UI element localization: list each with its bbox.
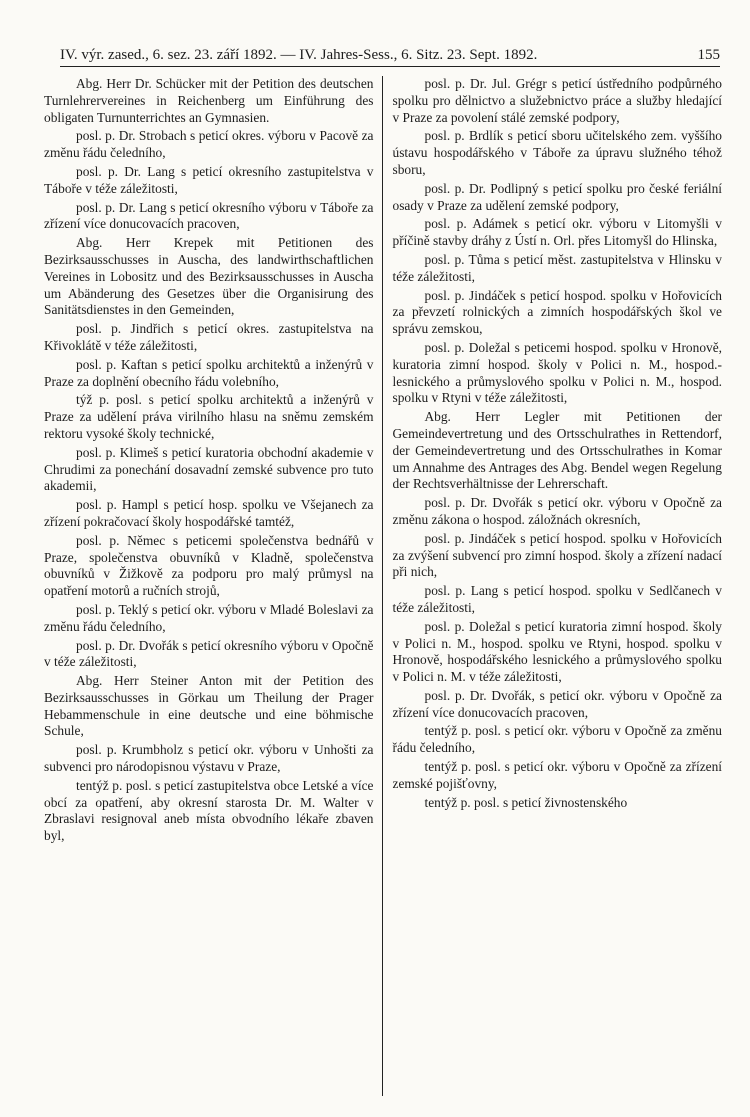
petition-entry: posl. p. Jindřich s peticí okres. zastupitelstva na Křivoklátě v téže záležitosti, [44, 321, 374, 353]
petition-entry: posl. p. Jindáček s peticí hospod. spolku v Hořovicích za převzetí rolnických a zimních hospodářských škol ve správu zemskou, [392, 287, 722, 337]
petition-entry: posl. p. Klimeš s peticí kuratoria obchodní akademie v Chrudimi za ponechání dosavadní zemské subvence pro tuto akademii, [44, 444, 374, 494]
header-separator: — [280, 47, 296, 63]
petition-entry: Abg. Herr Dr. Schücker mit der Petition des deutschen Turnlehrervereines in Reichenberg um Einführung des obligaten Turnunterrichtes an Gymnasien. [44, 76, 374, 125]
petition-entry: posl. p. Dr. Lang s peticí okresního výboru v Táboře za zřízení více donucovacích pracoven, [44, 199, 374, 232]
petition-entry: posl. p. Hampl s peticí hosp. spolku ve Všejanech za zřízení pokračovací školy hospodářské tamtéž, [44, 497, 374, 529]
petition-entry: posl. p. Doležal s peticemi hospod. spolku v Hronově, kuratoria zimní hospod. školy v Polici n. M., hospod.-lesnického a průmyslového spolku v Polici n. M., hospod. spolku v Rtyni v téže záležitosti, [392, 339, 722, 406]
petition-entry: posl. p. Jindáček s peticí hospod. spolku v Hořovicích za zvýšení subvencí pro zimní hospod. školy a zřízení nadací při nich, [392, 530, 722, 580]
header-german-session: IV. Jahres-Sess., 6. Sitz. 23. Sept. 1892. [299, 47, 538, 63]
petition-entry: posl. p. Lang s peticí hospod. spolku v Sedlčanech v téže záležitosti, [392, 583, 722, 615]
petition-entry: posl. p. Dr. Jul. Grégr s peticí ústředního podpůrného spolku pro dělnictvo a služebnictvo práce a služby hledající v Praze za povolení stálé zemské podpory, [392, 76, 722, 125]
petition-entry: týž p. posl. s peticí spolku architektů a inženýrů v Praze za udělení práva virilního hlasu na sněmu zemském rektoru vysoké školy technické, [44, 392, 374, 441]
header-czech-session: IV. výr. zased., 6. sez. 23. září 1892. [60, 47, 277, 63]
petition-entry: posl. p. Dr. Podlipný s peticí spolku pro české feriální osady v Praze za udělení zemské podpory, [392, 180, 722, 213]
page-header [60, 34, 720, 67]
petition-entry: posl. p. Dr. Dvořák, s peticí okr. výboru v Opočně za zřízení více donucovacích pracoven, [392, 687, 722, 720]
petition-entry: posl. p. Dr. Lang s peticí okresního zastupitelstva v Táboře v téže záležitosti, [44, 163, 374, 196]
petition-entry: posl. p. Dr. Strobach s peticí okres. výboru v Pacově za změnu řádu čeledního, [44, 128, 374, 161]
petition-entry: posl. p. Brdlík s peticí sboru učitelského zem. vyššího ústavu hospodářského v Táboře za úpravu služného téhož sboru, [392, 128, 722, 177]
petition-entry: Abg. Herr Steiner Anton mit der Petition des Bezirksausschusses in Görkau um Theilung der Prager Hebammenschule in eine deutsche und eine böhmische Schule, [44, 673, 374, 739]
petition-entry: posl. p. Adámek s peticí okr. výboru v Litomyšli v příčině stavby dráhy z Ústí n. Orl. přes Litomyšl do Hlinska, [392, 216, 722, 249]
petition-entry: tentýž p. posl. s peticí okr. výboru v Opočně za změnu řádu čeledního, [392, 723, 722, 756]
petition-entry: posl. p. Kaftan s peticí spolku architektů a inženýrů v Praze za doplnění obecního řádu volebního, [44, 356, 374, 389]
petition-entry: posl. p. Tůma s peticí měst. zastupitelstva v Hlinsku v téže záležitosti, [392, 251, 722, 284]
petition-entry: tentýž p. posl. s peticí okr. výboru v Opočně za zřízení zemské pojišťovny, [392, 759, 722, 791]
left-column [44, 76, 382, 1096]
petition-entry: posl. p. Teklý s peticí okr. výboru v Mladé Boleslavi za změnu řádu čeledního, [44, 601, 374, 634]
page-number: 155 [697, 47, 720, 63]
petition-entry: tentýž p. posl. s peticí zastupitelstva obce Letské a více obcí za opatření, aby okresní starosta Dr. M. Walter v Zbraslavi resignoval aneb místa obvodního lékaře zbaven byl, [44, 777, 374, 844]
petition-entry: tentýž p. posl. s peticí živnostenského [424, 794, 628, 810]
header-left [60, 47, 537, 64]
petition-entry: Abg. Herr Legler mit Petitionen der Gemeindevertretung und des Ortsschulrathes in Rettendorf, der Gemeindevertretung und des Ortsschulrathes in Komar um Annahme des Antrages des Abg. Bendel wegen Regelung der Rechtsverhältnisse der Lehrerschaft. [392, 409, 722, 492]
petition-entry: posl. p. Doležal s peticí kuratoria zimní hospod. školy v Polici n. M., hospod. spolku ve Rtyni, hospod. spolku v Hronově, hospodářského lesnického a průmyslového spolku v Polici n. M. v téže záležitosti, [392, 618, 722, 685]
right-column [382, 76, 723, 1096]
petition-entry: posl. p. Dr. Dvořák s peticí okresního výboru v Opočně v téže záležitosti, [44, 637, 374, 670]
petition-entry: Abg. Herr Krepek mit Petitionen des Bezirksausschusses in Auscha, des landwirthschaftlichen Vereines in Lobositz und des Bezirksausschusses in Auscha um Abänderung des Gesetzes über die Organisirung des Sanitätsdienstes in den Gemeinden, [44, 235, 374, 318]
petition-entry: posl. p. Dr. Dvořák s peticí okr. výboru v Opočně za změnu zákona o hospod. záložnách okresních, [392, 495, 722, 527]
text-columns [44, 76, 722, 1096]
petition-entry: posl. p. Krumbholz s peticí okr. výboru v Unhošti za subvenci pro národopisnou výstavu v Praze, [44, 742, 374, 775]
petition-entry: posl. p. Němec s peticemi společenstva bednářů v Praze, společenstva obuvníků v Kladně, společenstva obuvníků v Žižkově za podporu pro malý průmysl na opatření motorů a ručních strojů, [44, 532, 374, 599]
